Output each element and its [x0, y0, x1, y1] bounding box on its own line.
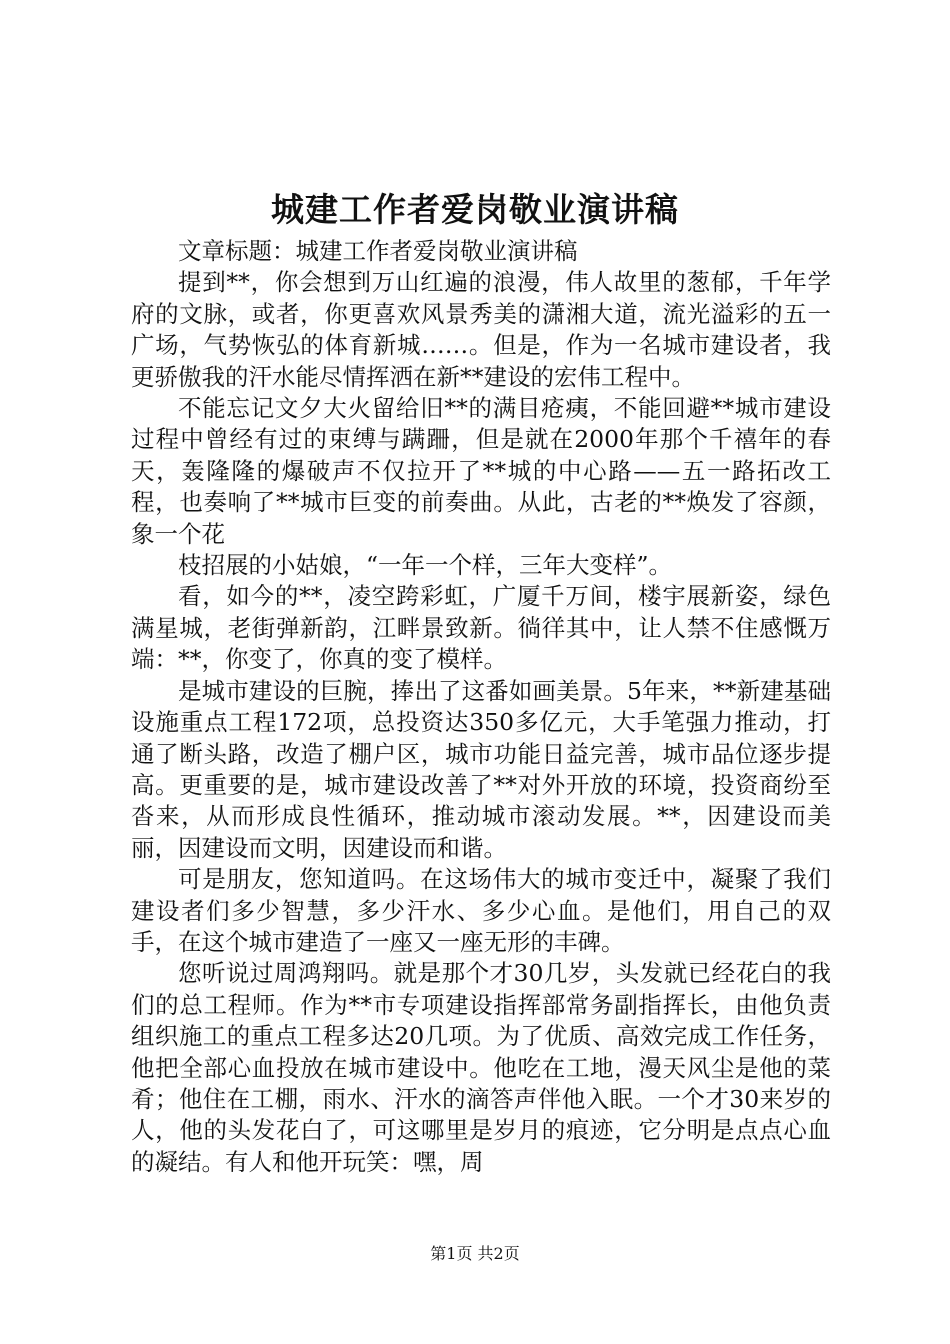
paragraph: 可是朋友，您知道吗。在这场伟大的城市变迁中，凝聚了我们建设者们多少智慧，多少汗水、多少心血。是他们，用自己的双手，在这个城市建造了一座又一座无形的丰碑。: [131, 865, 831, 956]
page-number-footer: 第1页 共2页: [430, 1244, 520, 1263]
document-title: 城建工作者爱岗敬业演讲稿: [271, 190, 679, 229]
paragraph: 枝招展的小姑娘，“一年一个样，三年大变样”。: [178, 551, 673, 580]
document-body: [131, 236, 831, 1178]
paragraph: 是城市建设的巨腕，捧出了这番如画美景。5年来，**新建基础设施重点工程172项，总投资达350多亿元，大手笔强力推动，打通了断头路，改造了棚户区，城市功能日益完善，城市品位逐步提高。更重要的是，城市建设改善了**对外开放的环境，投资商纷至沓来，从而形成良性循环，推动城市滚动发展。**，因建设而美丽，因建设而文明，因建设而和谐。: [131, 676, 831, 862]
paragraph: 不能忘记文夕大火留给旧**的满目疮痍，不能回避**城市建设过程中曾经有过的束缚与蹒跚，但是就在2000年那个千禧年的春天，轰隆隆的爆破声不仅拉开了**城的中心路——五一路拓改工程，也奏响了**城市巨变的前奏曲。从此，古老的**焕发了容颜，象一个花: [131, 394, 831, 548]
paragraph: 文章标题：城建工作者爱岗敬业演讲稿: [178, 237, 578, 265]
paragraph: 看，如今的**，凌空跨彩虹，广厦千万间，楼宇展新姿，绿色满星城，老街弹新韵，江畔景致新。徜徉其中，让人禁不住感慨万端：**，你变了，你真的变了模样。: [131, 582, 831, 674]
paragraph: 您听说过周鸿翔吗。就是那个才30几岁，头发就已经花白的我们的总工程师。作为**市专项建设指挥部常务副指挥长，由他负责组织施工的重点工程多达20几项。为了优质、高效完成工作任务，他把全部心血投放在城市建设中。他吃在工地，漫天风尘是他的菜肴；他住在工棚，雨水、汗水的滴答声伴他入眠。一个才30来岁的人，他的头发花白了，可这哪里是岁月的痕迹，它分明是点点心血的凝结。有人和他开玩笑：嘿，周: [131, 959, 831, 1176]
paragraph: 提到**，你会想到万山红遍的浪漫，伟人故里的葱郁，千年学府的文脉，或者，你更喜欢风景秀美的潇湘大道，流光溢彩的五一广场，气势恢弘的体育新城……。但是，作为一名城市建设者，我更骄傲我的汗水能尽情挥洒在新**建设的宏伟工程中。: [131, 268, 831, 391]
